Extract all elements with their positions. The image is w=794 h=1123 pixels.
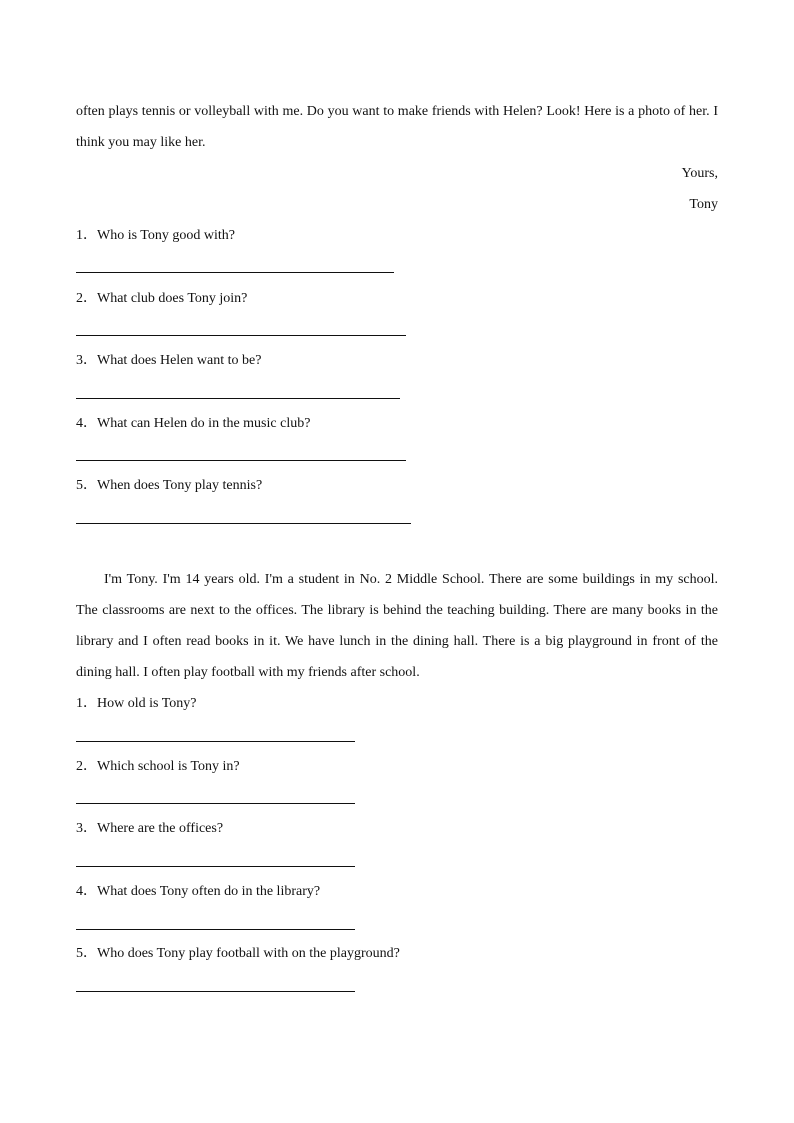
question-text: Where are the offices? xyxy=(97,821,224,836)
letter-signature: Tony xyxy=(689,197,718,212)
question-text: Which school is Tony in? xyxy=(97,759,240,774)
question-text: What club does Tony join? xyxy=(97,291,248,306)
letter-line: often plays tennis or volleyball with me. Do you want to make friends with Helen? Look! Here is a photo of her. I xyxy=(76,104,718,119)
question-number: 2． xyxy=(76,759,97,774)
question-text: Who does Tony play football with on the playground? xyxy=(97,946,400,961)
question-text: Who is Tony good with? xyxy=(97,228,235,243)
question xyxy=(76,290,718,308)
question-text: When does Tony play tennis? xyxy=(97,478,263,493)
question-number: 5． xyxy=(76,478,97,493)
passage-line: library and I often read books in it. We have lunch in the dining hall. There is a big playground in front of the xyxy=(76,634,718,649)
question xyxy=(76,415,718,433)
question-number: 1． xyxy=(76,696,97,711)
question-number: 3． xyxy=(76,353,97,368)
letter-closing: Yours, xyxy=(681,166,718,181)
question xyxy=(76,883,718,901)
answer-line[interactable] xyxy=(76,991,355,992)
question-number: 3． xyxy=(76,821,97,836)
question xyxy=(76,758,718,776)
passage-line: The classrooms are next to the offices. The library is behind the teaching building. There are many books in the xyxy=(76,603,718,618)
answer-line[interactable] xyxy=(76,929,355,930)
question-text: How old is Tony? xyxy=(97,696,197,711)
question xyxy=(76,695,718,713)
passage-line: dining hall. I often play football with my friends after school. xyxy=(76,665,420,680)
question-text: What does Helen want to be? xyxy=(97,353,262,368)
question-number: 4． xyxy=(76,884,97,899)
letter-line: think you may like her. xyxy=(76,135,206,150)
question-text: What does Tony often do in the library? xyxy=(97,884,321,899)
answer-line[interactable] xyxy=(76,335,406,336)
question xyxy=(76,945,718,963)
answer-line[interactable] xyxy=(76,741,355,742)
question-number: 4． xyxy=(76,416,97,431)
answer-line[interactable] xyxy=(76,272,394,273)
answer-line[interactable] xyxy=(76,398,400,399)
question xyxy=(76,477,718,495)
passage-line: I'm Tony. I'm 14 years old. I'm a student in No. 2 Middle School. There are some buildings in my school. xyxy=(104,572,718,587)
question xyxy=(76,352,718,370)
question-number: 1． xyxy=(76,228,97,243)
question-number: 5． xyxy=(76,946,97,961)
question xyxy=(76,820,718,838)
answer-line[interactable] xyxy=(76,523,411,524)
answer-line[interactable] xyxy=(76,460,406,461)
question-number: 2． xyxy=(76,291,97,306)
answer-line[interactable] xyxy=(76,866,355,867)
answer-line[interactable] xyxy=(76,803,355,804)
question-text: What can Helen do in the music club? xyxy=(97,416,311,431)
question xyxy=(76,227,718,245)
